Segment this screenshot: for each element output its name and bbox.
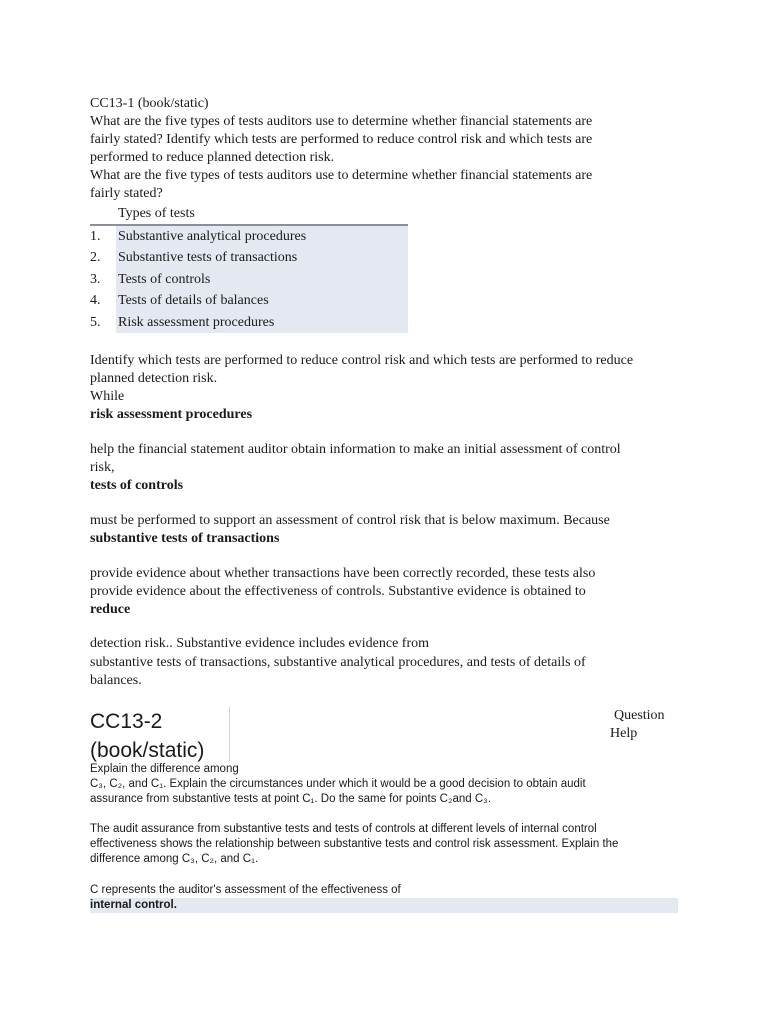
identify-line: Identify which tests are performed to reduce control risk and which tests are performed to reduce — [90, 353, 634, 368]
answer-field[interactable]: Risk assessment procedures — [118, 315, 275, 330]
answer-tests-of-controls[interactable]: tests of controls — [90, 478, 184, 493]
final-line: balances. — [90, 673, 142, 688]
while-text: While — [90, 389, 125, 404]
audit-line: difference among C₃, C₂, and C₁. — [90, 853, 259, 865]
question-help-label: Question — [614, 708, 665, 723]
question-line: fairly stated? Identify which tests are performed to reduce control risk and which tests are — [90, 132, 593, 147]
audit-text — [90, 822, 690, 867]
row-number: 3. — [90, 272, 101, 287]
answer-field[interactable]: Tests of details of balances — [118, 293, 269, 308]
final-line: substantive tests of transactions, substantive analytical procedures, and tests of details of — [90, 655, 586, 670]
c-represents-text: C represents the auditor's assessment of the effectiveness of — [90, 884, 401, 896]
must-line: must be performed to support an assessment of control risk that is below maximum. Because — [90, 513, 610, 528]
cc13-2-title — [90, 707, 204, 765]
help-line: help the financial statement auditor obtain information to make an initial assessment of control — [90, 442, 621, 457]
question-text — [90, 113, 690, 203]
final-text — [90, 654, 690, 690]
table-row — [90, 314, 408, 335]
must-text — [90, 512, 690, 548]
answer-field[interactable]: Substantive tests of transactions — [118, 250, 298, 265]
provide-text — [90, 565, 690, 619]
help-text — [90, 441, 690, 495]
table-row — [90, 228, 408, 249]
answer-field[interactable]: Substantive analytical procedures — [118, 229, 307, 244]
table-row — [90, 292, 408, 313]
audit-line: The audit assurance from substantive tests and tests of controls at different levels of internal control — [90, 823, 597, 835]
question-line: performed to reduce planned detection risk. — [90, 150, 335, 165]
table-header: Types of tests — [118, 206, 195, 221]
explain-line: C₃, C₂, and C₁. Explain the circumstances under which it would be a good decision to obtain audit — [90, 778, 586, 790]
table-row — [90, 271, 408, 292]
row-number: 4. — [90, 293, 101, 308]
identify-line: planned detection risk. — [90, 371, 218, 386]
question-help-link[interactable] — [610, 707, 690, 743]
header-divider — [229, 707, 230, 761]
explain-line: assurance from substantive tests at point C₁. Do the same for points C₂and C₃. — [90, 793, 492, 805]
provide-line: provide evidence about the effectiveness of controls. Substantive evidence is obtained to — [90, 584, 586, 599]
question-line: What are the five types of tests auditors use to determine whether financial statements are — [90, 168, 593, 183]
detection-line: detection risk.. Substantive evidence includes evidence from — [90, 636, 430, 651]
detection-text — [90, 635, 690, 653]
table-row — [90, 249, 408, 270]
explain-line: Explain the difference among — [90, 763, 239, 775]
cc13-1-heading: CC13-1 (book/static) — [90, 96, 209, 111]
row-number: 5. — [90, 315, 101, 330]
title-line: CC13-2 — [90, 710, 163, 733]
answer-reduce[interactable]: reduce — [90, 602, 131, 617]
question-help-label: Help — [610, 726, 638, 741]
question-line: What are the five types of tests auditors use to determine whether financial statements are — [90, 114, 593, 129]
question-line: fairly stated? — [90, 186, 163, 201]
answer-field[interactable]: Tests of controls — [118, 272, 211, 287]
answer-risk-assessment[interactable]: risk assessment procedures — [90, 407, 253, 422]
explain-text — [90, 762, 690, 807]
answer-highlight — [90, 898, 678, 913]
title-line: (book/static) — [90, 739, 205, 762]
identify-text — [90, 352, 690, 424]
provide-line: provide evidence about whether transactions have been correctly recorded, these tests also — [90, 566, 596, 581]
answer-substantive-tests[interactable]: substantive tests of transactions — [90, 531, 280, 546]
row-number: 2. — [90, 250, 101, 265]
row-number: 1. — [90, 229, 101, 244]
audit-line: effectiveness shows the relationship between substantive tests and control risk assessment. Explain the — [90, 838, 619, 850]
help-line: risk, — [90, 460, 115, 475]
answer-internal-control[interactable]: internal control. — [90, 899, 177, 911]
